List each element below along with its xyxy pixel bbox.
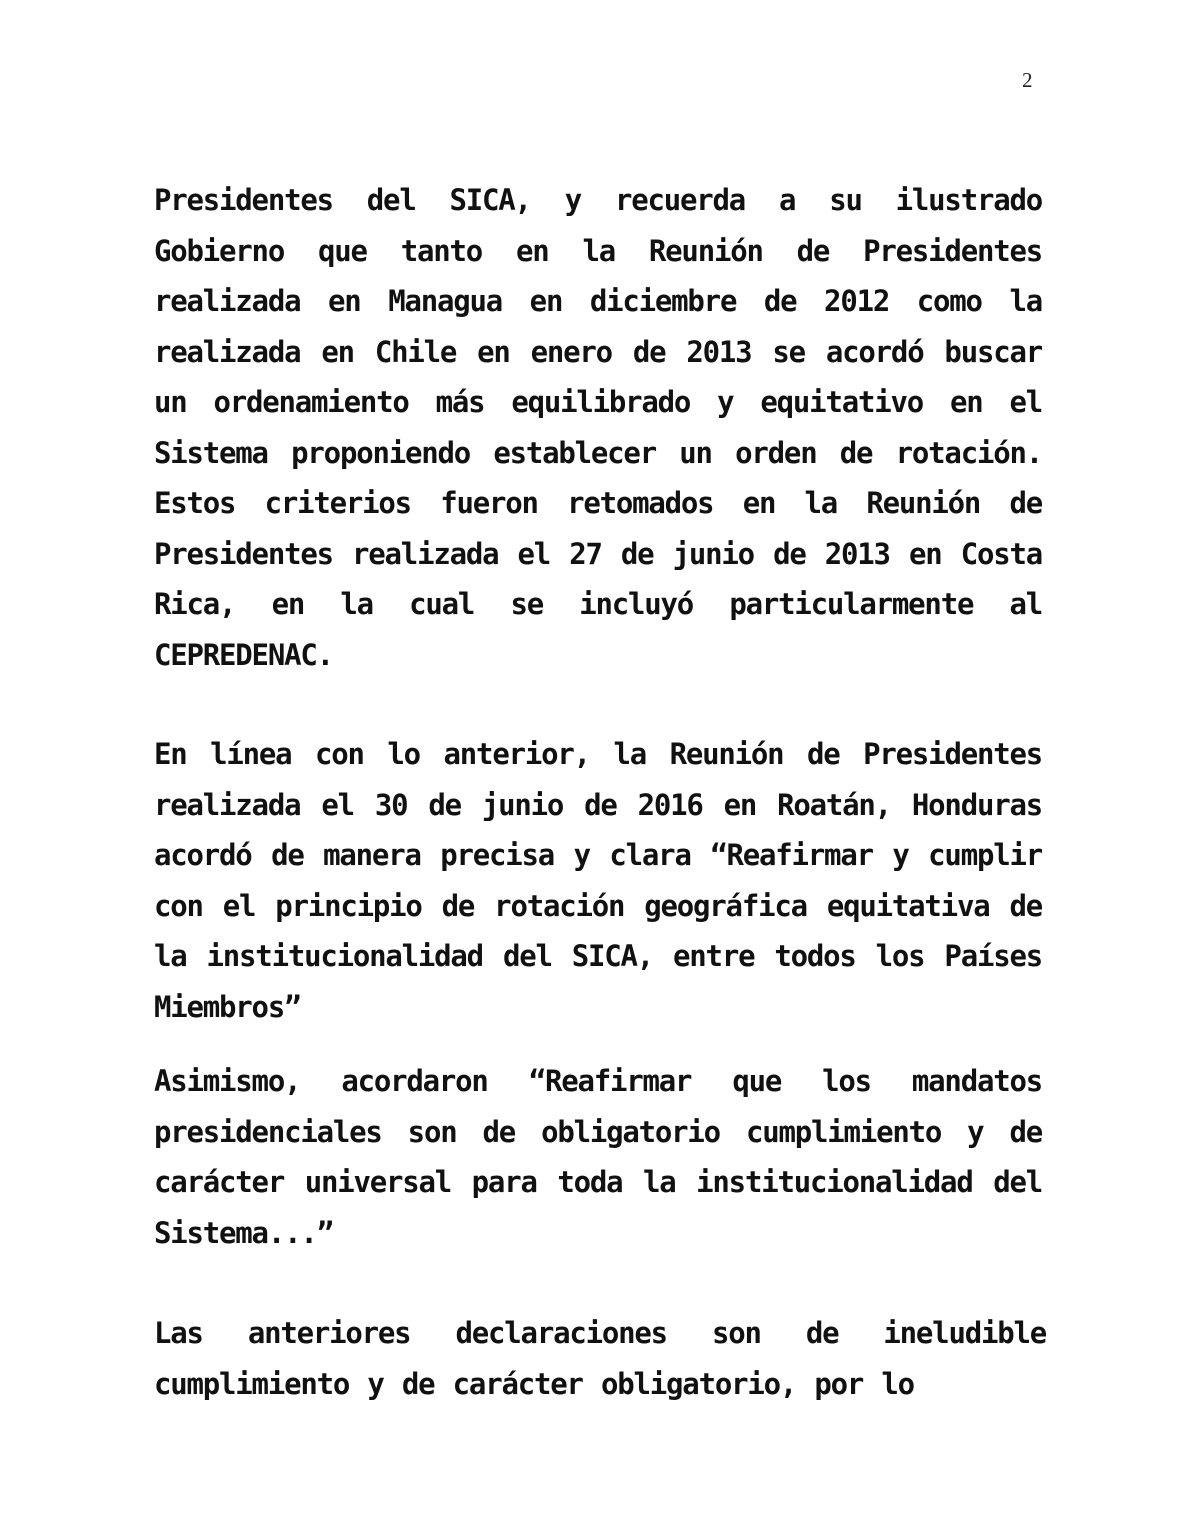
paragraph-asimismo: Asimismo, acordaron “Reafirmar que los mandatos presidenciales son de obligatorio cumplimiento y de carácter universal para toda la institucionalidad del Sistema...” xyxy=(154,1064,1042,1250)
paragraph-presidentes-sica: Presidentes del SICA, y recuerda a su ilustrado Gobierno que tanto en la Reunión de Presidentes realizada en Managua en diciembre de 2012 como la realizada en Chile en enero de 2013 se acordó buscar un ordenamiento más equilibrado y equitativo en el Sistema proponiendo establecer un orden de rotación. Estos criterios fueron retomados en la Reunión de Presidentes realizada el 27 de junio de 2013 en Costa Rica, en la cual se incluyó particularmente al CEPREDENAC. xyxy=(154,183,1042,672)
paragraph-linea-anterior: En línea con lo anterior, la Reunión de Presidentes realizada el 30 de junio de 2016 en Roatán, Honduras acordó de manera precisa y clara “Reafirmar y cumplir con el principio de rotación geográfica equitativa de la institucionalidad del SICA, entre todos los Países Miembros” xyxy=(154,737,1042,1024)
page-number: 2 xyxy=(1022,68,1033,92)
paragraph-declaraciones: Las anteriores declaraciones son de ineludible cumplimiento y de carácter obligatorio, por lo xyxy=(154,1316,1046,1401)
